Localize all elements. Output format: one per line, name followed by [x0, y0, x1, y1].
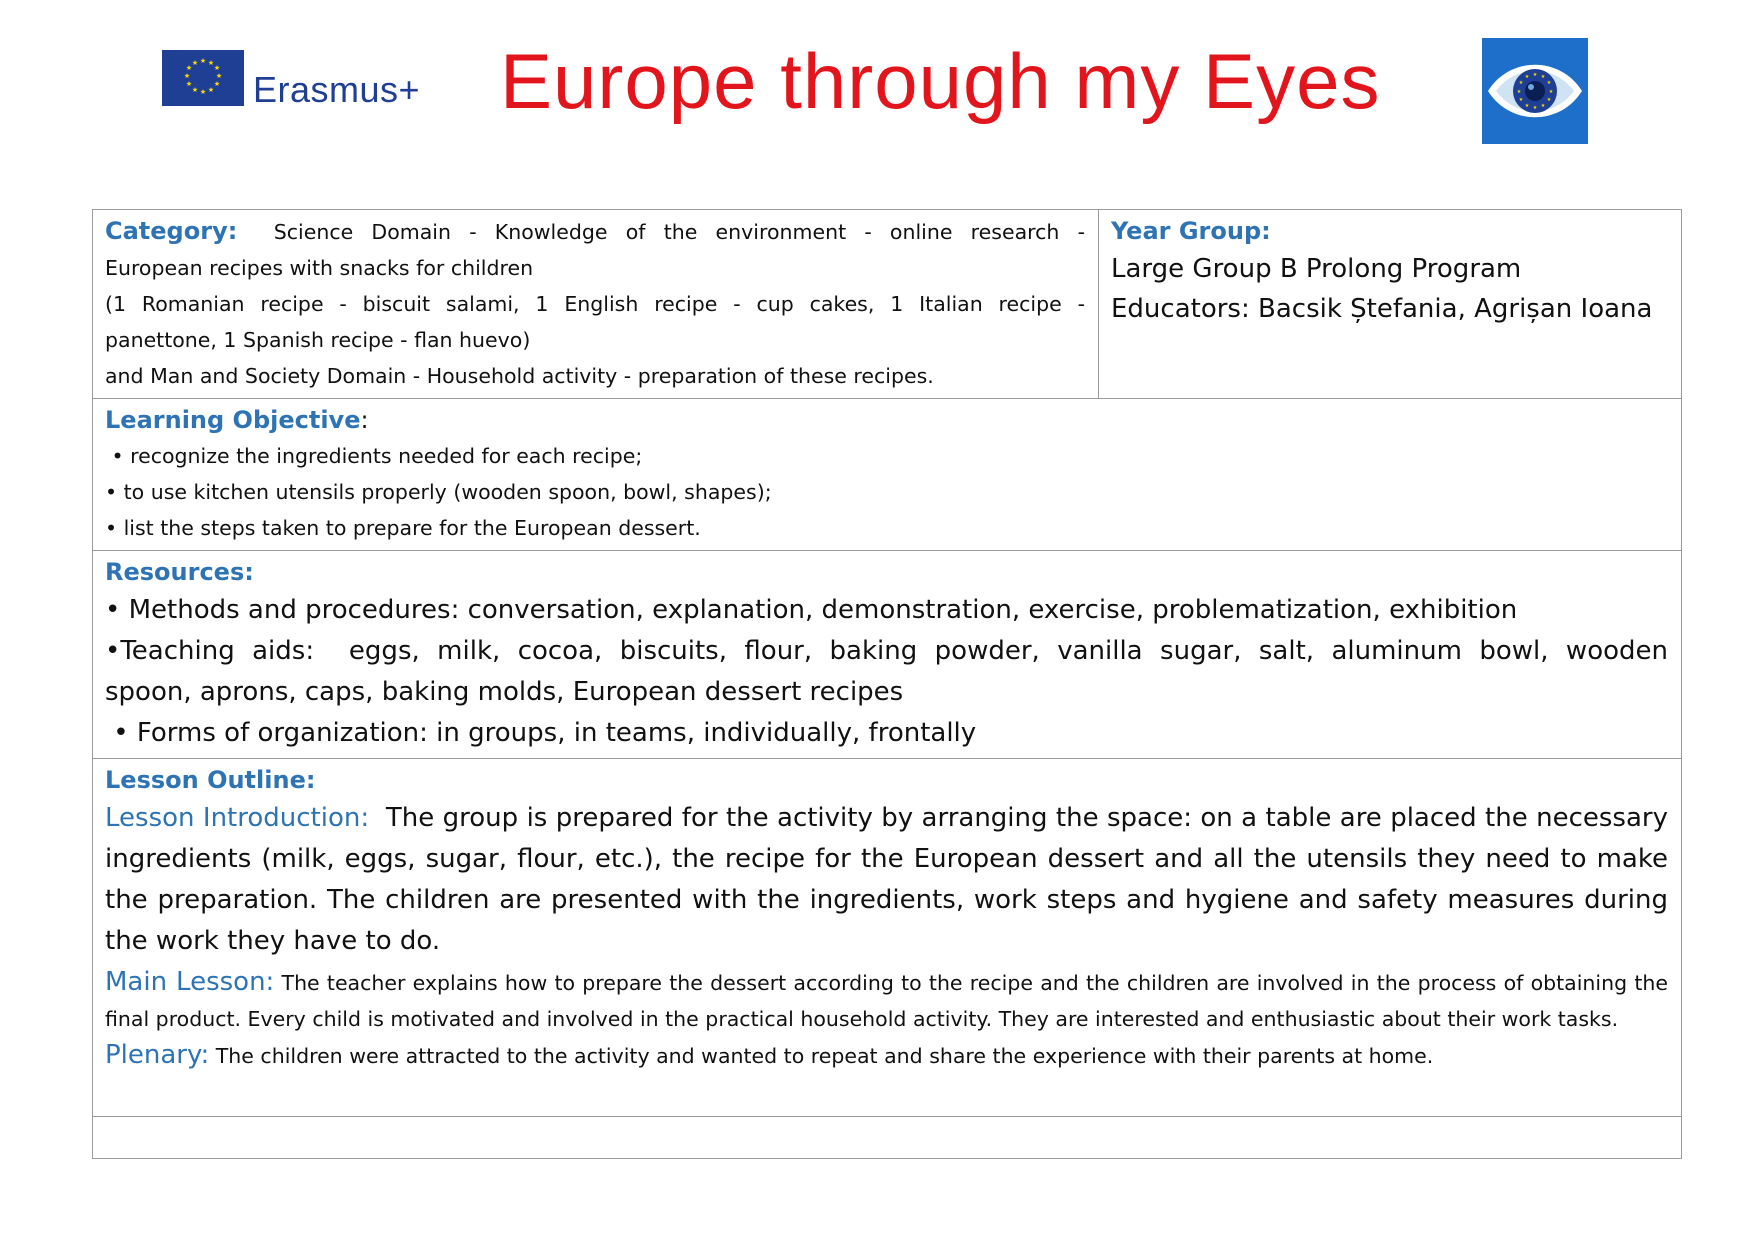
- educators-value: Educators: Bacsik Ștefania, Agrișan Ioana: [1111, 294, 1653, 324]
- eu-flag-icon: [162, 50, 244, 106]
- svg-text:★: ★: [185, 80, 193, 88]
- plenary: [105, 1037, 1668, 1074]
- lesson-outline-cell: [93, 759, 1682, 1117]
- learning-objective-row: [93, 399, 1682, 551]
- page-title: Europe through my Eyes: [500, 37, 1381, 125]
- svg-text:★: ★: [1524, 103, 1530, 109]
- empty-row: [93, 1117, 1682, 1159]
- page-header: [0, 0, 1755, 170]
- resources-cell: [93, 551, 1682, 759]
- lesson-introduction: [105, 798, 1677, 962]
- learning-objective-colon: :: [360, 406, 369, 434]
- svg-text:★: ★: [1548, 89, 1554, 95]
- main-lesson-label: Main Lesson:: [105, 967, 275, 997]
- category-line-4: panettone, 1 Spanish recipe - flan huevo): [105, 328, 531, 352]
- category-line-5: and Man and Society Domain - Household activity - preparation of these recipes.: [105, 364, 934, 388]
- svg-text:★: ★: [1532, 72, 1538, 78]
- empty-cell: [93, 1117, 1682, 1159]
- svg-text:★: ★: [1516, 89, 1522, 95]
- svg-text:★: ★: [1540, 74, 1546, 80]
- resources-label: Resources:: [105, 558, 254, 586]
- svg-text:★: ★: [1524, 74, 1530, 80]
- svg-text:★: ★: [1532, 105, 1538, 111]
- objective-item: • to use kitchen utensils properly (wooden spoon, bowl, shapes);: [105, 480, 772, 504]
- resources-forms: • Forms of organization: in groups, in teams, individually, frontally: [105, 718, 977, 748]
- objective-item: • recognize the ingredients needed for each recipe;: [105, 444, 643, 468]
- erasmus-plus-wordmark: Erasmus+: [253, 69, 421, 110]
- svg-text:★: ★: [215, 72, 223, 80]
- year-group-value: Large Group B Prolong Program: [1111, 254, 1522, 284]
- eye-logo-icon: [1482, 38, 1588, 144]
- svg-text:★: ★: [199, 57, 207, 65]
- resources-teaching-aids-2: spoon, aprons, caps, baking molds, European dessert recipes: [105, 677, 904, 707]
- learning-objective-cell: [93, 399, 1682, 551]
- category-line-2: European recipes with snacks for children: [105, 256, 534, 280]
- category-text-1: Science Domain - Knowledge of the environment - online research -: [273, 220, 1085, 244]
- category-cell: [93, 210, 1099, 399]
- lesson-outline-row: [93, 759, 1682, 1117]
- svg-text:★: ★: [213, 64, 221, 72]
- plenary-label: Plenary:: [105, 1040, 210, 1070]
- svg-text:★: ★: [191, 59, 199, 67]
- svg-text:★: ★: [207, 86, 215, 94]
- svg-text:★: ★: [191, 86, 199, 94]
- resources-row: [93, 551, 1682, 759]
- svg-text:★: ★: [213, 80, 221, 88]
- category-line-1: [105, 213, 1085, 250]
- svg-text:★: ★: [1546, 80, 1552, 86]
- plenary-text: The children were attracted to the activity and wanted to repeat and share the experience with their parents at home.: [209, 1044, 1434, 1068]
- learning-objective-label: Learning Objective: [105, 406, 361, 434]
- svg-text:★: ★: [185, 64, 193, 72]
- objective-item: • list the steps taken to prepare for the European dessert.: [105, 516, 701, 540]
- eu-stars-circle: [162, 50, 244, 106]
- main-lesson: [105, 964, 1668, 1037]
- resources-methods: • Methods and procedures: conversation, explanation, demonstration, exercise, problematization, exhibition: [105, 595, 1518, 625]
- svg-text:★: ★: [207, 59, 215, 67]
- svg-text:★: ★: [199, 88, 207, 96]
- year-group-cell: [1099, 210, 1682, 399]
- category-row: [93, 210, 1682, 399]
- category-label: Category:: [105, 217, 238, 245]
- lesson-outline-label: Lesson Outline:: [105, 766, 316, 794]
- lesson-introduction-label: Lesson Introduction:: [105, 803, 370, 833]
- lesson-introduction-text: The group is prepared for the activity by arranging the space: on a table are placed the necessary ingredients (milk, eggs, sugar, flour, etc.), the recipe for the European dessert and all the utensils they need to make the preparation. The children are presented with the ingredients, work steps and hygiene and safety measures during the work they have to do.: [105, 803, 1677, 956]
- lesson-plan-table: [92, 209, 1682, 1159]
- svg-text:★: ★: [1540, 103, 1546, 109]
- main-lesson-text: The teacher explains how to prepare the dessert according to the recipe and the children are involved in the process of obtaining the final product. Every child is motivated and involved in the practical household activity. They are interested and enthusiastic about their work tasks.: [105, 971, 1668, 1031]
- category-line-3: (1 Romanian recipe - biscuit salami, 1 English recipe - cup cakes, 1 Italian recipe -: [105, 292, 1085, 316]
- year-group-label: Year Group:: [1111, 217, 1271, 245]
- learning-objective-heading: [105, 402, 1668, 438]
- svg-text:★: ★: [1546, 97, 1552, 103]
- resources-teaching-aids-1: •Teaching aids: eggs, milk, cocoa, biscuits, flour, baking powder, vanilla sugar, salt, aluminum bowl, wooden: [105, 636, 1668, 666]
- svg-text:★: ★: [1518, 80, 1524, 86]
- svg-text:★: ★: [1518, 97, 1524, 103]
- svg-text:★: ★: [183, 72, 191, 80]
